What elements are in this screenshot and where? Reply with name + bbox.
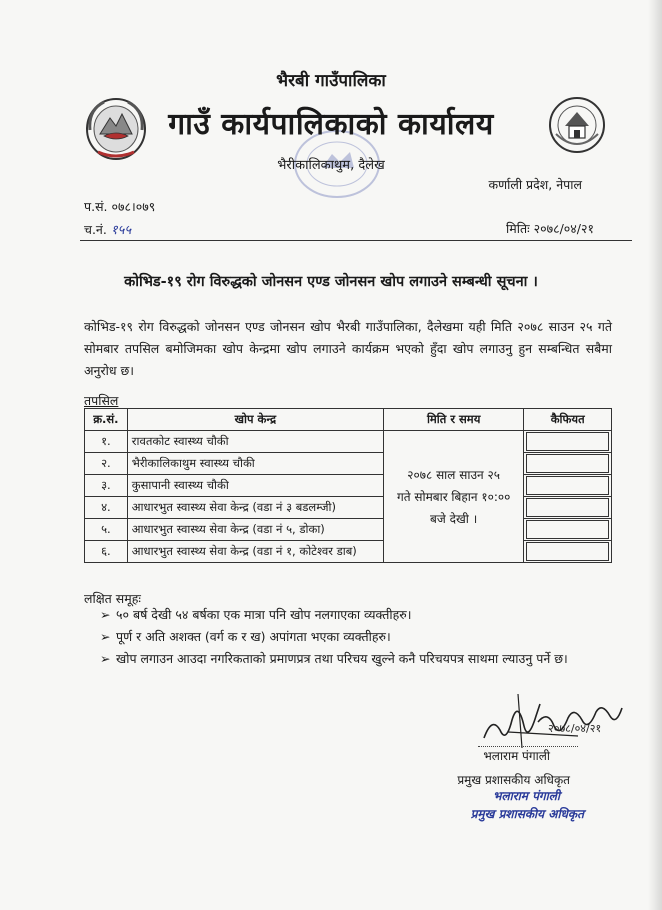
row-sn: २.	[85, 453, 128, 475]
table-row	[85, 497, 612, 519]
row-sn: ३.	[85, 475, 128, 497]
list-item	[100, 648, 620, 670]
office-address: भैरीकालिकाथुम, दैलेख	[277, 158, 385, 173]
row-sn: ४.	[85, 497, 128, 519]
province-line: कर्णाली प्रदेश, नेपाल	[488, 177, 582, 192]
row-remarks	[524, 497, 612, 519]
remarks-box	[526, 498, 609, 517]
col-header-datetime: मिति र समय	[383, 409, 523, 431]
row-center: कुसापानी स्वास्थ्य चौकी	[127, 475, 383, 497]
row-center: आधारभुत स्वास्थ्य सेवा केन्द्र (वडा नं ५, डोका)	[127, 519, 383, 541]
row-center: रावतकोट स्वास्थ्य चौकी	[127, 431, 383, 453]
datetime-line-2: गते सोमबार बिहान १०:००	[396, 489, 511, 504]
reference-ps: प.सं. ०७८।०७९	[84, 199, 156, 214]
remarks-box	[526, 542, 609, 561]
table-row	[85, 519, 612, 541]
list-item-text: खोप लगाउन आउदा नगरिकताको प्रमाणप्रत्र तथा परिचय खुल्ने कनै परिचयपत्र साथमा ल्याउनु पर्ने छ।	[116, 651, 568, 666]
signature-date-scrawl: २०७८/०४/२१	[548, 722, 602, 735]
handwritten-signature	[478, 686, 628, 752]
reference-cn-label: च.नं.	[84, 222, 107, 237]
table-row	[85, 475, 612, 497]
list-item-text: ५० बर्ष देखी ५४ बर्षका एक मात्रा पनि खोप नलगाएका व्यक्तीहरु।	[116, 607, 412, 622]
table-header-row	[85, 409, 612, 431]
notice-subject: कोभिड-१९ रोग विरुद्धको जोनसन एण्ड जोनसन खोप लगाउने सम्बन्धी सूचना ।	[124, 274, 538, 290]
col-header-remarks: कैफियत	[524, 409, 612, 431]
arrow-bullet-icon: ➢	[100, 629, 111, 644]
row-center: आधारभुत स्वास्थ्य सेवा केन्द्र (वडा नं ३ बडलम्जी)	[127, 497, 383, 519]
target-group-list	[100, 604, 620, 670]
signatory-name: भलाराम पंगाली	[483, 749, 550, 763]
header-divider	[80, 240, 632, 241]
list-item	[100, 626, 620, 648]
remarks-box	[526, 520, 609, 539]
list-item-text: पूर्ण र अति अशक्त (वर्ग क र ख) अपांगता भएका व्यक्तीहरु।	[116, 629, 391, 644]
notice-body: कोभिड-१९ रोग विरुद्धको जोनसन एण्ड जोनसन खोप भैरबी गाउँपालिका, दैलेखमा यही मिति २०७८ साउन २५ गते सोमबार तपसिल बमोजिमका खोप केन्द्रमा खोप लगाउने कार्यक्रम भएको हुँदा खोप लगाउनु हुन सम्बन्धित सबैमा अनुरोध छ।	[84, 319, 612, 378]
col-header-center: खोप केन्द्र	[127, 409, 383, 431]
stamp-title: प्रमुख प्रशासकीय अधिकृत	[470, 807, 584, 821]
table-row	[85, 541, 612, 563]
datetime-line-1: २०७८ साल साउन २५	[407, 467, 500, 482]
date-line: मितिः २०७८/०४/२१	[506, 221, 594, 236]
remarks-box	[526, 454, 609, 473]
arrow-bullet-icon: ➢	[100, 607, 111, 622]
reference-cn-handwritten: १५५	[110, 223, 132, 238]
row-sn: ५.	[85, 519, 128, 541]
table-row	[85, 453, 612, 475]
col-header-sn: क्र.सं.	[85, 409, 128, 431]
list-item	[100, 604, 620, 626]
remarks-box	[526, 476, 609, 495]
details-heading: तपसिल	[84, 393, 119, 408]
table-row	[85, 431, 612, 453]
office-title: गाउँ कार्यपालिकाको कार्यालय	[168, 107, 494, 142]
row-remarks	[524, 519, 612, 541]
row-remarks	[524, 541, 612, 563]
datetime-line-3: बजे देखी ।	[430, 511, 478, 526]
signatory-title: प्रमुख प्रशासकीय अधिकृत	[457, 773, 570, 787]
vaccination-schedule-table	[84, 408, 612, 563]
row-remarks	[524, 431, 612, 453]
row-sn: १.	[85, 431, 128, 453]
reference-cn	[84, 220, 131, 238]
row-remarks	[524, 475, 612, 497]
row-remarks	[524, 453, 612, 475]
remarks-box	[526, 432, 609, 451]
row-sn: ६.	[85, 541, 128, 563]
row-center: भैरीकालिकाथुम स्वास्थ्य चौकी	[127, 453, 383, 475]
row-center: आधारभुत स्वास्थ्य सेवा केन्द्र (वडा नं १, कोटेश्वर डाब)	[127, 541, 383, 563]
arrow-bullet-icon: ➢	[100, 651, 111, 666]
row-datetime-merged	[383, 431, 523, 563]
municipality-name: भैरबी गाउँपालिका	[276, 71, 386, 91]
target-group-heading: लक्षित समूहः	[84, 591, 141, 606]
stamp-name: भलाराम पंगाली	[493, 789, 560, 803]
